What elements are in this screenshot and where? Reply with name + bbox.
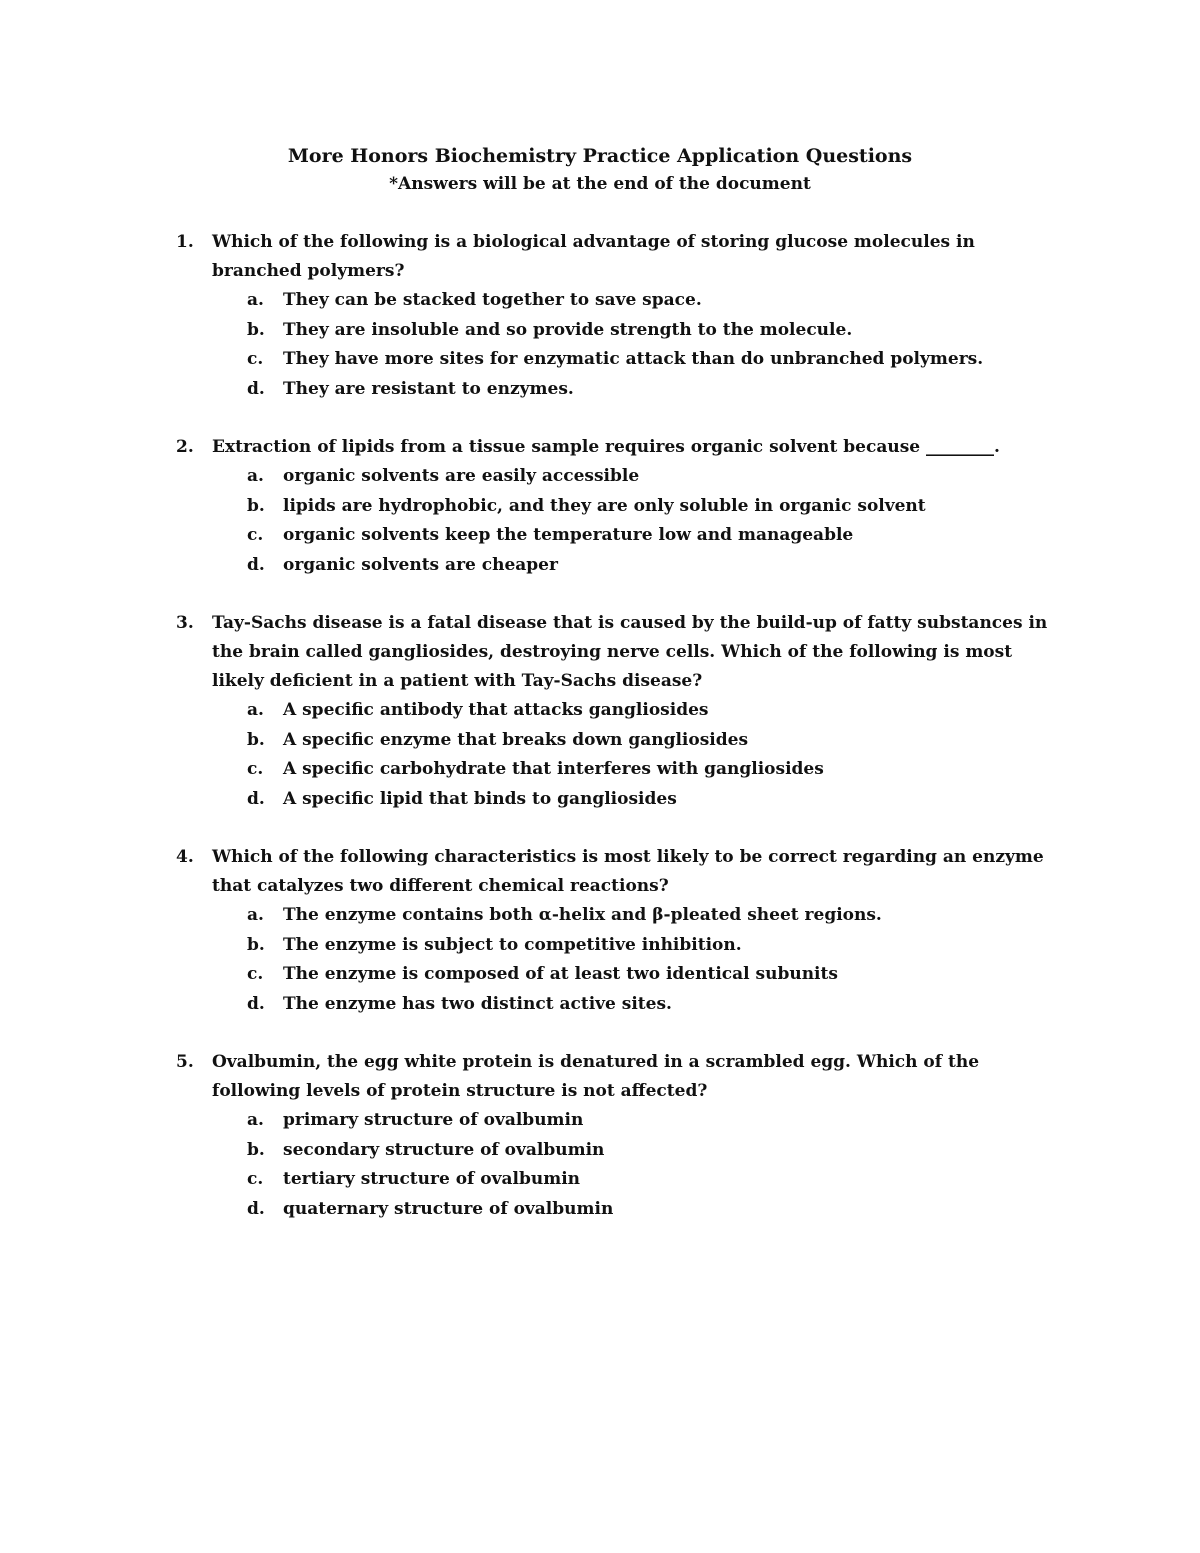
answer-choice — [0, 931, 1200, 961]
choice-text: They have more sites for enzymatic attack than do unbranched polymers. — [283, 349, 984, 369]
question-list — [0, 228, 1200, 1253]
question-text: Extraction of lipids from a tissue sample requires organic solvent because ________. — [212, 437, 1000, 457]
choice-letter: d. — [247, 1198, 265, 1219]
choice-letter: c. — [247, 964, 264, 984]
answer-choice — [0, 1165, 1200, 1195]
answer-choice — [0, 960, 1200, 990]
document-subtitle: *Answers will be at the end of the document — [389, 174, 811, 194]
choice-text: The enzyme contains both α-helix and β-pleated sheet regions. — [283, 905, 882, 925]
document-title: More Honors Biochemistry Practice Application Questions — [287, 145, 913, 167]
question-number: 2. — [176, 437, 194, 457]
answer-choice — [0, 785, 1200, 815]
choice-text: They can be stacked together to save space. — [283, 290, 702, 310]
choice-text: secondary structure of ovalbumin — [283, 1139, 605, 1160]
choice-list — [0, 1106, 1200, 1224]
question-item — [0, 228, 1200, 404]
answer-choice — [0, 521, 1200, 551]
choice-list — [0, 696, 1200, 814]
choice-letter: a. — [247, 905, 264, 925]
choice-letter: b. — [247, 1139, 265, 1160]
answer-choice — [0, 726, 1200, 756]
question-number: 1. — [176, 232, 194, 252]
choice-letter: b. — [247, 729, 265, 750]
choice-list — [0, 462, 1200, 580]
choice-letter: b. — [247, 495, 265, 516]
choice-text: tertiary structure of ovalbumin — [283, 1169, 581, 1189]
answer-choice — [0, 316, 1200, 346]
choice-text: A specific enzyme that breaks down gangliosides — [283, 729, 749, 750]
choice-letter: d. — [247, 378, 265, 399]
question-item — [0, 1048, 1200, 1224]
answer-choice — [0, 1195, 1200, 1225]
answer-choice — [0, 375, 1200, 405]
choice-text: The enzyme has two distinct active sites. — [283, 993, 672, 1014]
choice-text: The enzyme is subject to competitive inhibition. — [283, 934, 742, 955]
answer-choice — [0, 492, 1200, 522]
choice-text: primary structure of ovalbumin — [283, 1110, 584, 1130]
answer-choice — [0, 755, 1200, 785]
choice-text: A specific antibody that attacks gangliosides — [283, 700, 709, 720]
choice-list — [0, 901, 1200, 1019]
answer-choice — [0, 696, 1200, 726]
answer-choice — [0, 462, 1200, 492]
choice-letter: a. — [247, 466, 264, 486]
question-number: 3. — [176, 613, 194, 633]
question-text: Which of the following characteristics is most likely to be correct regarding an enzyme that catalyzes two different chemical reactions? — [212, 847, 1044, 896]
question-text: Tay-Sachs disease is a fatal disease that is caused by the build-up of fatty substances in the brain called gangliosides, destroying nerve cells. Which of the following is most likely deficient in a patient with Tay-Sachs disease? — [212, 613, 1048, 691]
choice-text: organic solvents are cheaper — [283, 554, 558, 575]
choice-letter: a. — [247, 1110, 264, 1130]
question-number: 4. — [176, 847, 194, 867]
question-number: 5. — [176, 1052, 194, 1072]
choice-letter: d. — [247, 788, 265, 809]
answer-choice — [0, 1136, 1200, 1166]
choice-list — [0, 286, 1200, 404]
answer-choice — [0, 345, 1200, 375]
choice-text: The enzyme is composed of at least two identical subunits — [283, 964, 838, 984]
answer-choice — [0, 990, 1200, 1020]
choice-text: A specific carbohydrate that interferes with gangliosides — [283, 759, 824, 779]
choice-letter: d. — [247, 554, 265, 575]
choice-letter: c. — [247, 349, 264, 369]
choice-letter: a. — [247, 290, 264, 310]
choice-text: organic solvents are easily accessible — [283, 466, 640, 486]
question-item — [0, 433, 1200, 580]
question-item — [0, 609, 1200, 814]
choice-letter: c. — [247, 1169, 264, 1189]
choice-letter: b. — [247, 934, 265, 955]
answer-choice — [0, 286, 1200, 316]
choice-letter: c. — [247, 525, 264, 545]
choice-letter: a. — [247, 700, 264, 720]
choice-letter: d. — [247, 993, 265, 1014]
question-item — [0, 843, 1200, 1019]
answer-choice — [0, 1106, 1200, 1136]
question-text: Which of the following is a biological advantage of storing glucose molecules in branched polymers? — [212, 232, 975, 281]
choice-letter: b. — [247, 319, 265, 340]
choice-text: lipids are hydrophobic, and they are only soluble in organic solvent — [283, 495, 926, 516]
answer-choice — [0, 551, 1200, 581]
choice-text: A specific lipid that binds to gangliosides — [283, 788, 677, 809]
choice-text: They are resistant to enzymes. — [283, 378, 574, 399]
choice-letter: c. — [247, 759, 264, 779]
choice-text: They are insoluble and so provide strength to the molecule. — [283, 319, 853, 340]
question-text: Ovalbumin, the egg white protein is denatured in a scrambled egg. Which of the following levels of protein structure is not affected? — [212, 1052, 980, 1101]
answer-choice — [0, 901, 1200, 931]
choice-text: organic solvents keep the temperature low and manageable — [283, 525, 854, 545]
choice-text: quaternary structure of ovalbumin — [283, 1198, 614, 1219]
